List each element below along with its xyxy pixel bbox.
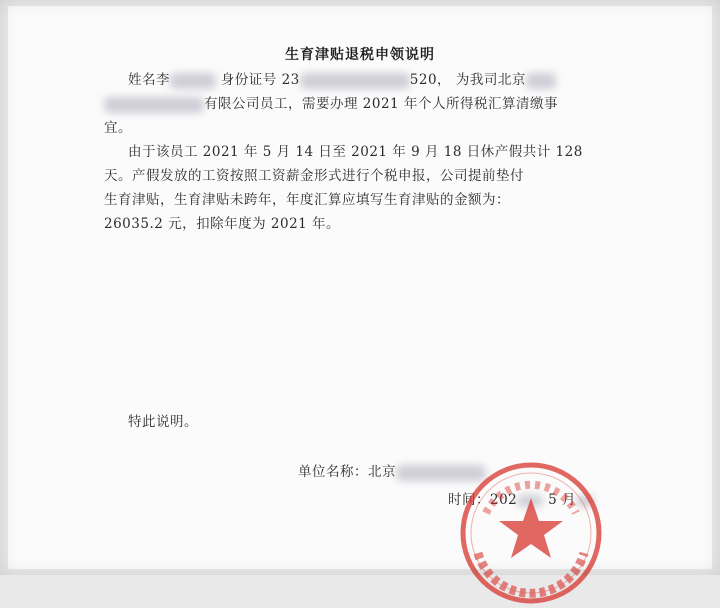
id-suffix: 520， (409, 72, 452, 88)
document-title: 生育津贴退税申领说明 (285, 47, 435, 63)
paragraph-employee-info (104, 68, 644, 140)
name-label: 姓名 (128, 72, 156, 88)
unit-name-label: 单位名称：北京 (298, 464, 396, 480)
id-prefix: 23 (281, 72, 300, 88)
company-seal-icon (456, 458, 606, 608)
redacted-id-number (300, 73, 410, 89)
date-label: 时间：202 (448, 492, 518, 508)
redacted-company-name (104, 97, 204, 113)
closing-statement: 特此说明。 (128, 414, 198, 430)
maternity-line-2: 天。产假发放的工资按照工资薪金形式进行个税申报，公司提前垫付 (104, 168, 524, 184)
maternity-line-4: 26035.2 元，扣除年度为 2021 年。 (104, 216, 341, 232)
redacted-name (170, 73, 216, 89)
employee-info-line-1 (104, 68, 644, 92)
document-page (8, 6, 712, 569)
employee-info-line-2 (104, 92, 644, 116)
redacted-company-part (526, 73, 556, 89)
maternity-line-1: 由于该员工 2021 年 5 月 14 日至 2021 年 9 月 18 日休产假共计 128 (128, 144, 583, 160)
maternity-line-3: 生育津贴，生育津贴未跨年，年度汇算应填写生育津贴的金额为： (104, 192, 510, 208)
id-label: 身份证号 (220, 72, 277, 88)
employee-info-line-3: 宜。 (104, 120, 132, 136)
employer-intro: 为我司北京 (455, 72, 526, 88)
employee-info-line-2-text: 有限公司员工，需要办理 2021 年个人所得税汇算清缴事 (204, 96, 558, 112)
name-partial: 李 (156, 72, 170, 88)
date-tail: 5 月 (548, 492, 576, 508)
paragraph-maternity-details (104, 140, 644, 236)
